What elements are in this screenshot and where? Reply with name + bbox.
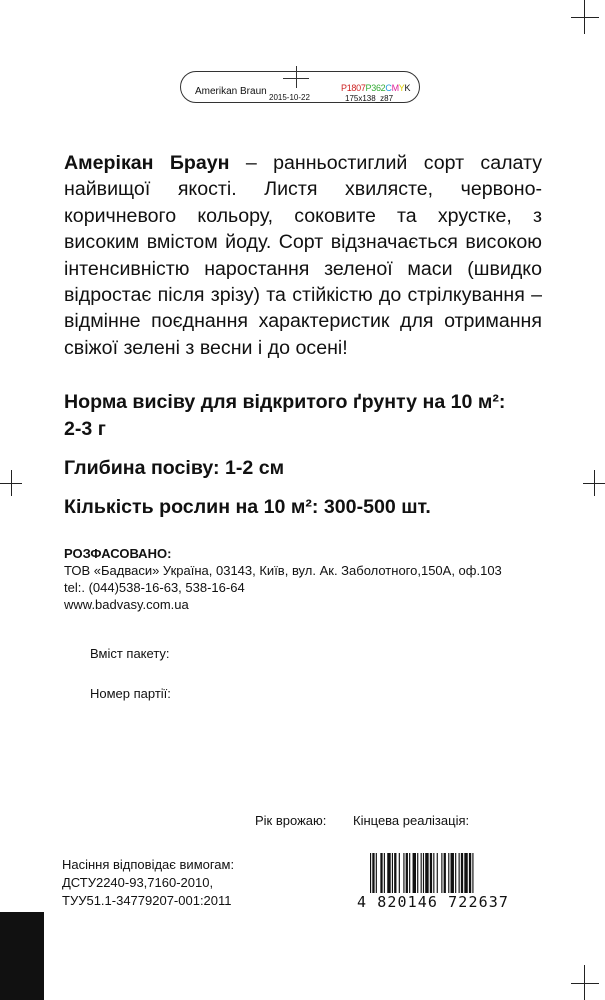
registration-mark-v (296, 66, 297, 88)
barcode-digits: 4 820146 722637 (357, 893, 509, 911)
slug-code-5: K (404, 83, 411, 93)
print-slug (180, 71, 420, 103)
slug-color-codes (341, 83, 410, 93)
batch-label: Номер партії: (90, 686, 171, 701)
expiry-label: Кінцева реалізація: (353, 813, 470, 828)
slug-date: 2015-10-22 (269, 93, 310, 102)
variety-name: Амерікан Браун (64, 152, 230, 174)
sowing-depth: Глибина посіву: 1-2 см (64, 457, 285, 479)
slug-code-0: P1807 (341, 83, 366, 93)
slug-code-3: M (391, 83, 399, 93)
standards-line1: Насіння відповідає вимогам: (62, 857, 235, 872)
contents-label: Вміст пакету: (90, 646, 170, 661)
black-block (0, 912, 44, 1000)
plant-count: Кількість рослин на 10 м²: 300-500 шт. (64, 496, 431, 518)
packer-phone: tel:. (044)538-16-63, 538-16-64 (64, 580, 245, 595)
packer-header: РОЗФАСОВАНО: (64, 546, 172, 561)
packer-info (64, 545, 502, 613)
slug-size: 175x138_z87 (345, 94, 394, 103)
slug-name: Amerikan Braun (195, 86, 267, 97)
description-text: – ранньостиглий сорт салату найвищої якості. Листя хвилясте, червоно-коричневого кольору, соковите та хрустке, з високим вмістом йоду. Сорт відзначається високою інтенсивністю наростання зеленої маси (швидко відростає після зрізу) та стійкістю до стрілкування – відмінне поєднання характеристик для отримання свіжої зелені з весни і до осені! (64, 152, 542, 359)
standards-line2: ДСТУ2240-93,7160-2010, (62, 875, 214, 890)
standards-line3: ТУУ51.1-34779207-001:2011 (62, 893, 232, 908)
sowing-rate-line2: 2-3 г (64, 418, 106, 440)
harvest-year-label: Рік врожаю: (255, 813, 327, 828)
sowing-rate-line1: Норма висіву для відкритого ґрунту на 10 м²: (64, 391, 506, 413)
variety-description (64, 150, 542, 361)
packer-website: www.badvasy.com.ua (64, 597, 189, 612)
slug-code-4: Y (398, 83, 405, 93)
packer-company: ТОВ «Бадваси» Україна, 03143, Київ, вул. Ак. Заболотного,150А, оф.103 (64, 563, 502, 578)
slug-code-2: C (385, 83, 392, 93)
standards-info (62, 856, 234, 910)
slug-code-1: P362 (365, 83, 386, 93)
